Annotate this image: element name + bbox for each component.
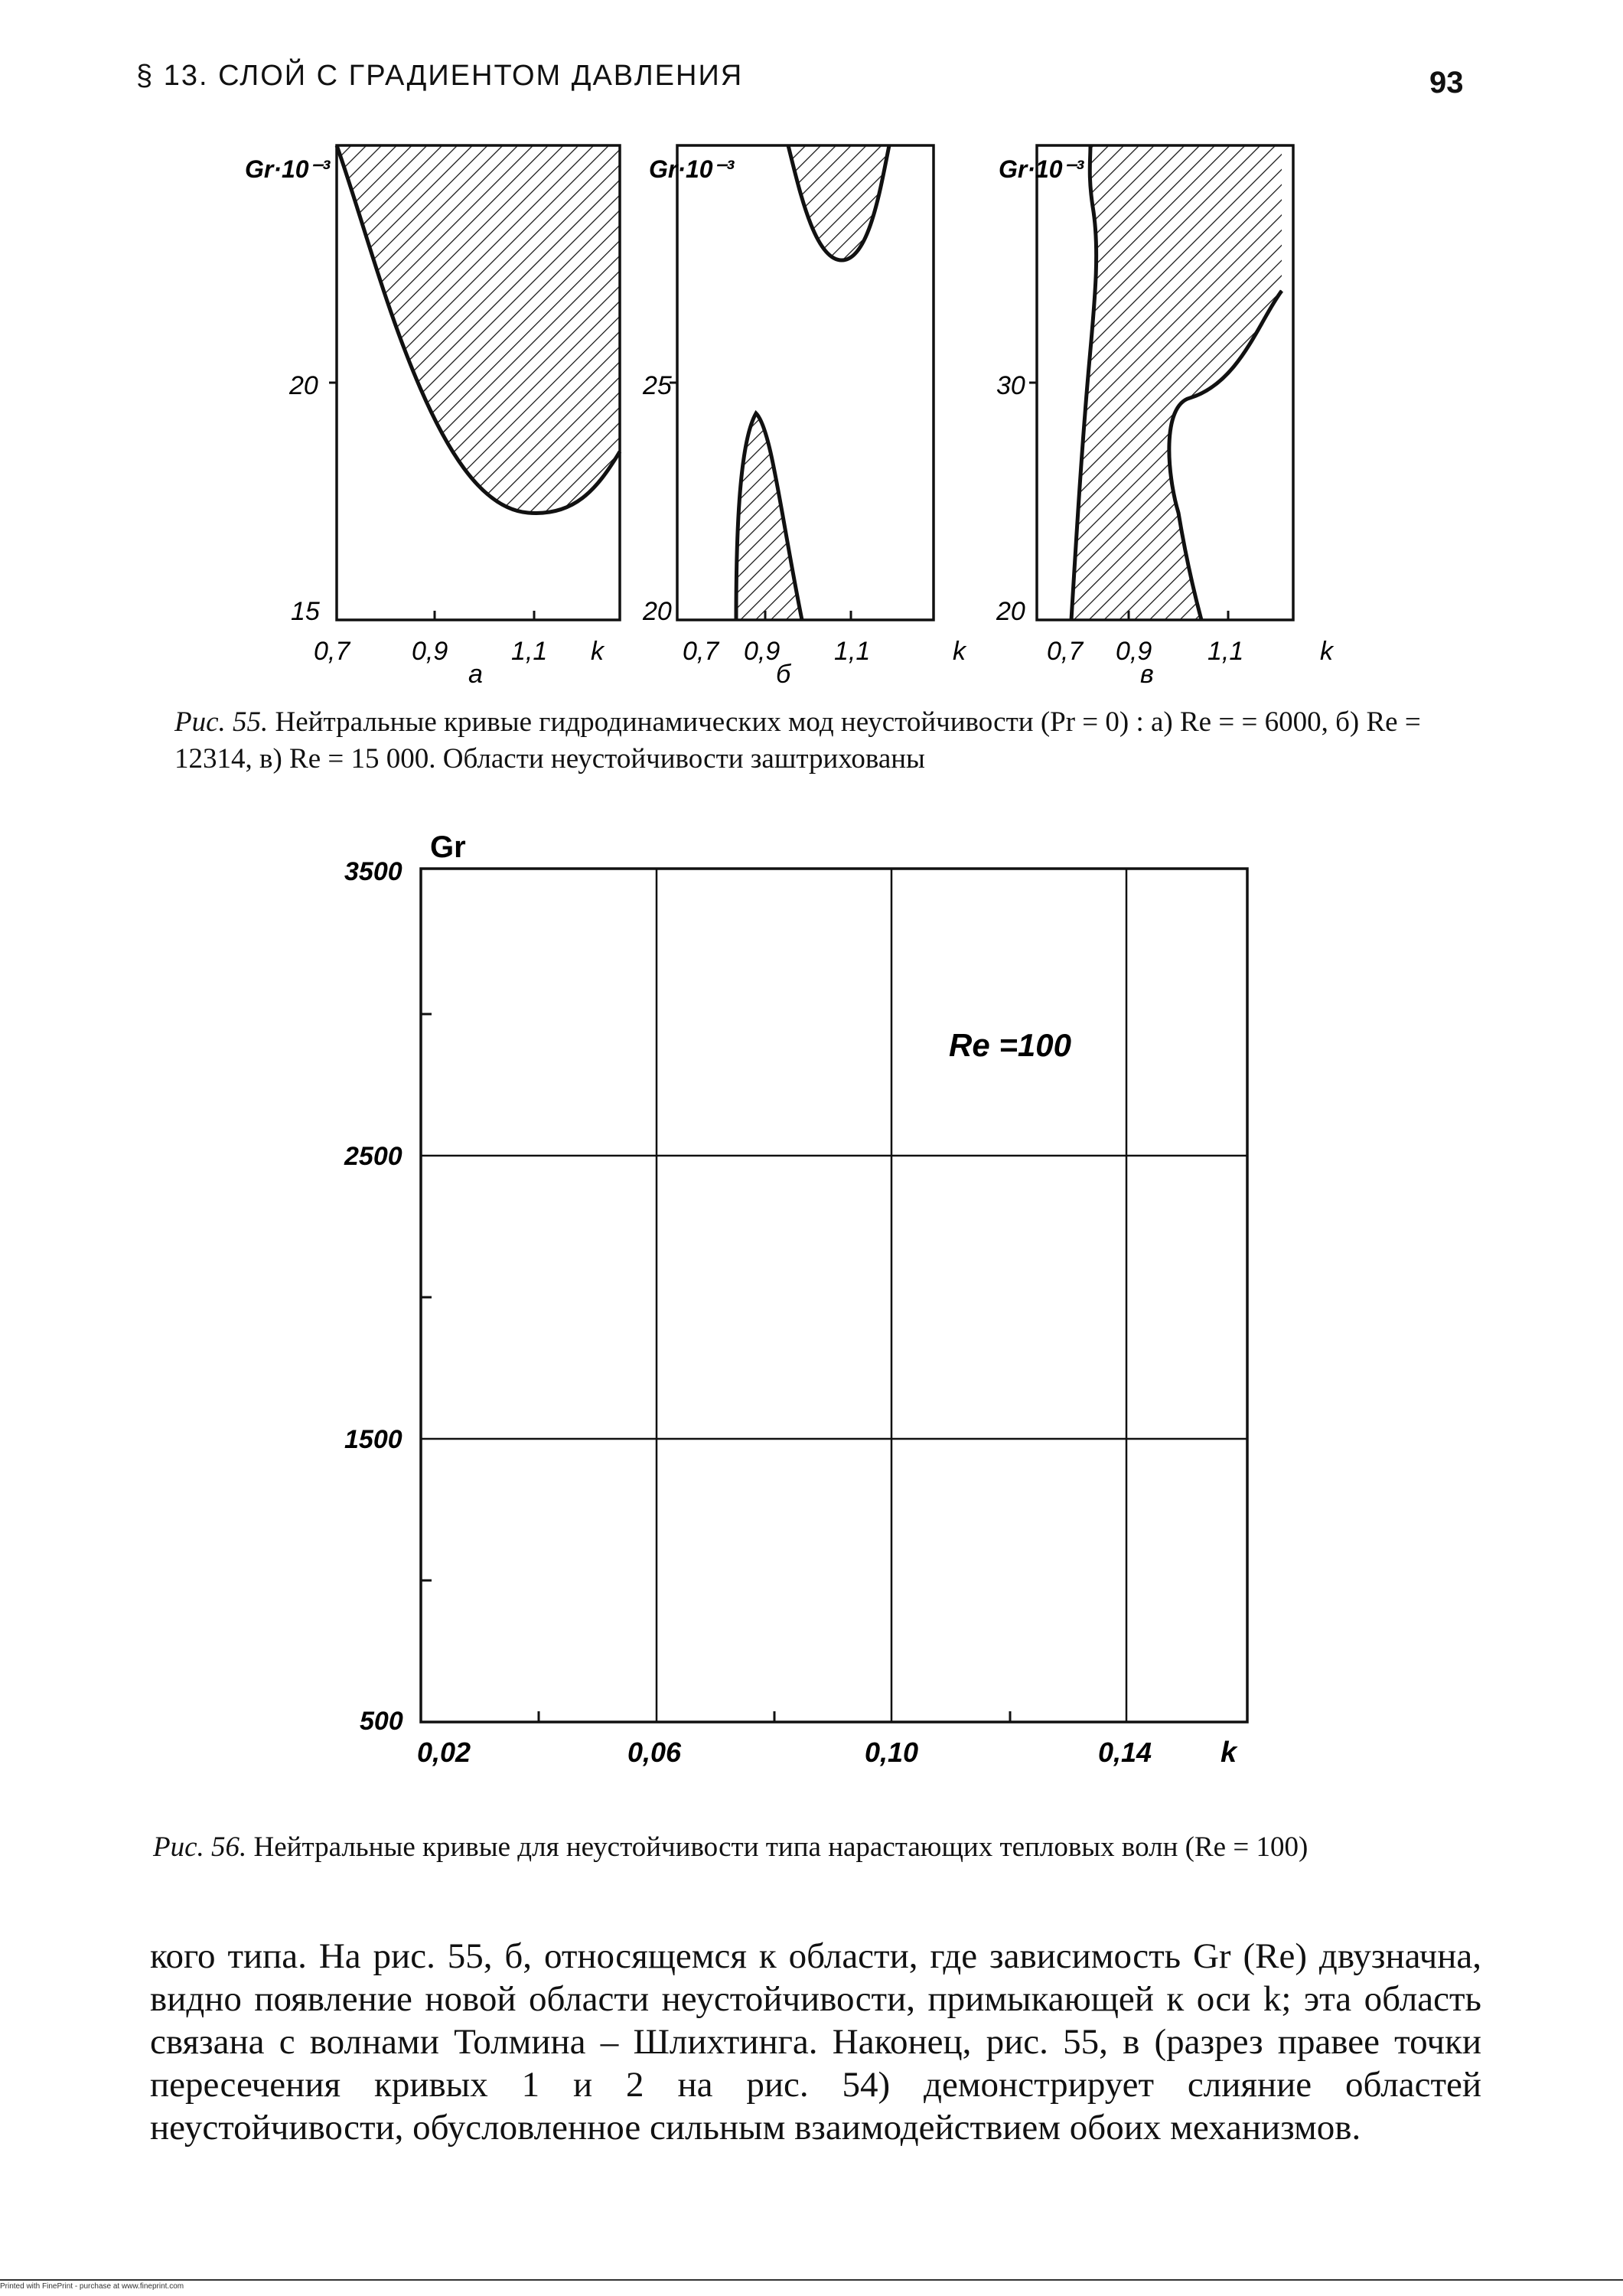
fig56-annotation: Re =100 — [949, 1027, 1071, 1063]
panel-a-ytick-20: 20 — [289, 371, 318, 400]
figure-56 — [329, 827, 1324, 1776]
panel-b-ylabel: Gr·10⁻³ — [649, 155, 735, 183]
running-header: § 13. СЛОЙ С ГРАДИЕНТОМ ДАВЛЕНИЯ — [136, 60, 744, 92]
fig56-xtick-014: 0,14 — [1098, 1737, 1152, 1768]
footer-note: Printed with FinePrint - purchase at www.fineprint.com — [0, 2282, 184, 2291]
panel-c — [996, 145, 1335, 689]
page-number: 93 — [1429, 66, 1464, 99]
panel-c-xtick-07: 0,7 — [1047, 637, 1084, 666]
panel-a-ylabel: Gr·10⁻³ — [245, 155, 331, 183]
figure-55 — [230, 130, 1469, 712]
figure-56-caption-label: Рис. 56. — [153, 1831, 247, 1863]
panel-b-xtick-09: 0,9 — [744, 637, 781, 666]
panel-a-xlabel: k — [591, 637, 604, 666]
fig56-ytick-500: 500 — [360, 1707, 403, 1736]
panel-a — [245, 145, 620, 689]
panel-b — [642, 145, 967, 689]
panel-a-xtick-07: 0,7 — [314, 637, 350, 666]
figure-56-caption — [153, 1829, 1484, 1866]
panel-c-ytick-30: 30 — [996, 371, 1025, 400]
panel-c-xlabel: k — [1320, 637, 1333, 666]
fig56-xtick-006: 0,06 — [627, 1737, 682, 1768]
fig56-frame — [421, 869, 1247, 1722]
fig56-ytick-1500: 1500 — [344, 1425, 402, 1454]
fig56-xtick-010: 0,10 — [865, 1737, 919, 1768]
panel-b-ytick-25: 25 — [643, 371, 672, 400]
figure-55-caption-text: Нейтральные кривые гидродинамических мод неустойчивости (Pr = 0) : а) Re = = 6000, б) Re = 12314, в) Re = 15 000. Области неустойчивости заштрихованы — [174, 706, 1421, 775]
panel-b-label: б — [776, 660, 791, 689]
panel-c-label: в — [1140, 660, 1154, 689]
panel-a-label: а — [468, 660, 483, 689]
panel-c-ylabel: Gr·10⁻³ — [999, 155, 1084, 183]
fig56-ylabel: Gr — [430, 830, 466, 864]
panel-c-xtick-11: 1,1 — [1207, 637, 1244, 666]
fig56-ytick-3500: 3500 — [344, 857, 402, 886]
body-paragraph — [150, 1935, 1481, 2149]
figure-55-caption — [174, 704, 1491, 778]
fig56-xlabel: k — [1221, 1737, 1237, 1769]
fig56-ytick-2500: 2500 — [344, 1142, 402, 1171]
panel-b-xtick-11: 1,1 — [834, 637, 871, 666]
panel-b-xlabel: k — [953, 637, 966, 666]
panel-a-xtick-09: 0,9 — [412, 637, 448, 666]
footer-rule — [0, 2279, 1623, 2281]
body-paragraph-text: кого типа. На рис. 55, б, относящемся к области, где зависимость Gr (Re) двузначна, видно появление новой области неустойчивости, примыкающей к оси k; эта область связана с волнами Толмина – Шлихтинга. Наконец, рис. 55, в (разрез правее точки пересечения кривых 1 и 2 на рис. 54) демонстрирует слияние областей неустойчивости, обусловленное сильным взаимодействием обоих механизмов. — [150, 1936, 1481, 2148]
figure-56-caption-text: Нейтральные кривые для неустойчивости типа нарастающих тепловых волн (Re = 100) — [253, 1831, 1309, 1863]
panel-b-ytick-20: 20 — [643, 597, 672, 626]
panel-b-xtick-07: 0,7 — [683, 637, 719, 666]
panel-a-ytick-15: 15 — [291, 597, 320, 626]
panel-c-xtick-09: 0,9 — [1116, 637, 1152, 666]
fig56-xtick-002: 0,02 — [417, 1737, 471, 1768]
figure-55-caption-label: Рис. 55. — [174, 706, 269, 738]
panel-c-ytick-20: 20 — [996, 597, 1025, 626]
panel-a-xtick-11: 1,1 — [511, 637, 548, 666]
